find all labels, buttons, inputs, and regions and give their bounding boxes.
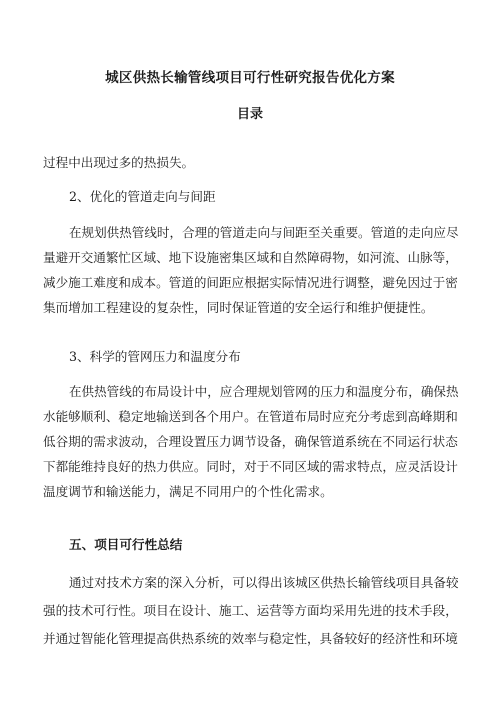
toc-title: 目录 bbox=[236, 107, 263, 122]
section-2-paragraph bbox=[43, 220, 458, 320]
text-line: 低谷期的需求波动，合理设置压力调节设备，确保管道系统在不同运行状态 bbox=[43, 434, 458, 449]
text-line: 在规划供热管线时，合理的管道走向与间距至关重要。管道的走向应尽 bbox=[68, 225, 459, 240]
text-line: 下都能维持良好的热力供应。同时，对于不同区域的需求特点，应灵活设计 bbox=[43, 459, 458, 474]
text-line: 水能够顺利、稳定地输送到各个用户。在管道布局时应充分考虑到高峰期和 bbox=[43, 409, 458, 424]
section-2-heading: 2、优化的管道走向与间距 bbox=[69, 189, 216, 204]
text-line: 通过对技术方案的深入分析，可以得出该城区供热长输管线项目具备较 bbox=[68, 575, 459, 590]
text-line: 并通过智能化管理提高供热系统的效率与稳定性，具备较好的经济性和环境 bbox=[43, 631, 458, 646]
text-line: 强的技术可行性。项目在设计、施工、运营等方面均采用先进的技术手段， bbox=[43, 603, 458, 618]
section-3-heading: 3、科学的管网压力和温度分布 bbox=[69, 349, 241, 364]
text-line: 温度调节和输送能力，满足不同用户的个性化需求。 bbox=[43, 484, 333, 499]
text-line: 减少施工难度和成本。管道的间距应根据实际情况进行调整，避免因过于密 bbox=[43, 275, 458, 290]
paragraph-continued: 过程中出现过多的热损失。 bbox=[43, 155, 195, 170]
text-line: 量避开交通繁忙区域、地下设施密集区域和自然障碍物，如河流、山脉等， bbox=[43, 250, 458, 265]
section-3-paragraph bbox=[43, 379, 458, 504]
text-line: 在供热管线的布局设计中，应合理规划管网的压力和温度分布，确保热 bbox=[68, 384, 459, 399]
section-5-heading: 五、项目可行性总结 bbox=[69, 537, 183, 552]
document-title: 城区供热长输管线项目可行性研究报告优化方案 bbox=[105, 70, 395, 86]
text-line: 集而增加工程建设的复杂性，同时保证管道的安全运行和维护便捷性。 bbox=[43, 300, 434, 315]
section-5-paragraph bbox=[43, 569, 458, 653]
